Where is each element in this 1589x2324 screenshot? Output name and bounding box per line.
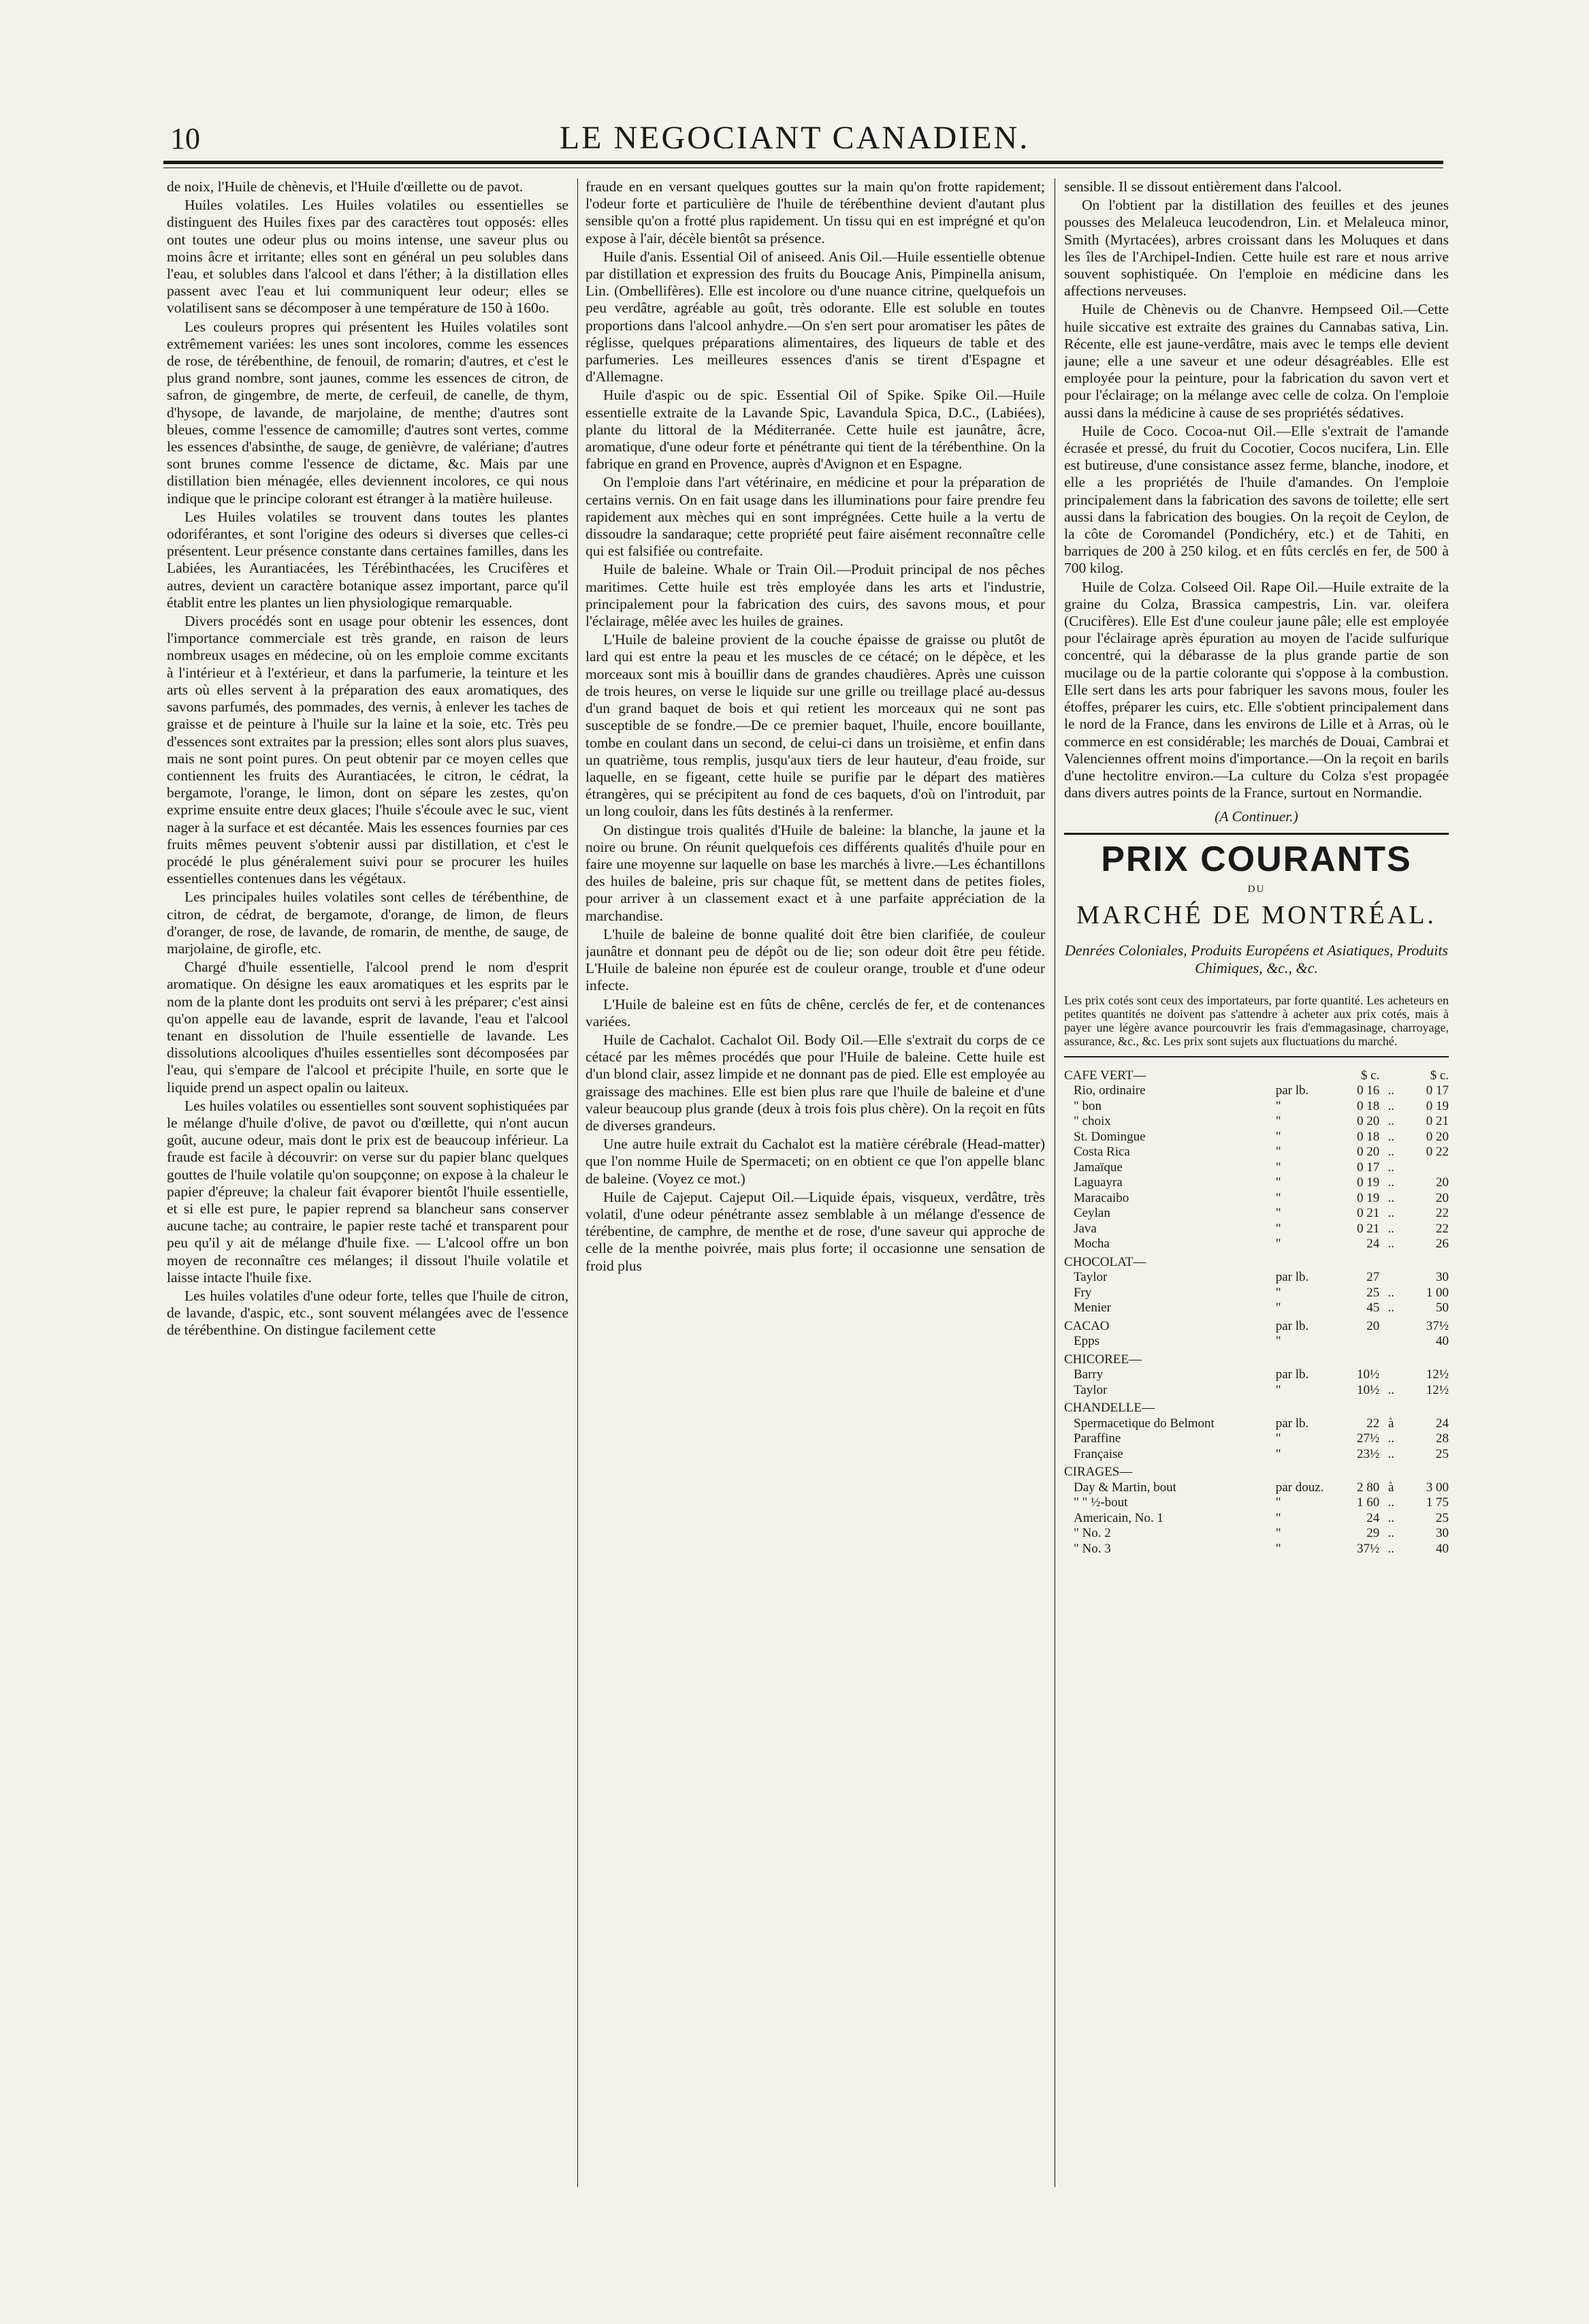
price-sep bbox=[1379, 1252, 1402, 1271]
price-low bbox=[1334, 1252, 1380, 1271]
prix-courants-title: PRIX COURANTS bbox=[1101, 839, 1412, 879]
item-name: Jamaïque bbox=[1074, 1160, 1123, 1175]
price-row bbox=[1064, 1447, 1449, 1463]
item-name: CACAO bbox=[1064, 1318, 1110, 1333]
section-rule bbox=[1064, 1056, 1449, 1057]
unit: " bbox=[1275, 1221, 1281, 1236]
column-3 bbox=[1064, 178, 1449, 2187]
price-sep: .. bbox=[1387, 1206, 1394, 1221]
paragraph: fraude en en versant quelques gouttes sur la main qu'on frotte rapidement; l'odeur forte et particulière de l'huile de térébenthine devient d'autant plus sensible qu'on a frotté plus rapidement. Un tissu qui en est imprégné et qu'on expose à l'air, décèle bientôt sa présence. bbox=[585, 178, 1045, 246]
price-sep: .. bbox=[1387, 1114, 1394, 1129]
price-row bbox=[1064, 1301, 1449, 1316]
unit: par lb. bbox=[1275, 1416, 1309, 1431]
section-rule bbox=[1064, 833, 1449, 835]
item-name: " No. 2 bbox=[1074, 1526, 1111, 1541]
price-row bbox=[1064, 1160, 1449, 1176]
price-sep bbox=[1379, 1350, 1402, 1368]
price-sep: .. bbox=[1387, 1175, 1394, 1190]
paragraph: Huile de Cachalot. Cachalot Oil. Body Oil.—Elle s'extrait du corps de ce cétacé par les mêmes procédés que pour l'Huile de baleine. Cette huile est d'un blond clair, assez limpide et ne donnant pas de pied. Elle est employée au graissage des machines. Elle est bien plus rare que l'huile de baleine et d'une valeur beaucoup plus grande (deux à trois fois plus chère). On la reçoit en fûts de diverses grandeurs. bbox=[585, 1031, 1045, 1134]
prix-courants-section bbox=[1064, 833, 1449, 1557]
item-name: Française bbox=[1074, 1446, 1123, 1461]
paragraph: Huile d'anis. Essential Oil of aniseed. Anis Oil.—Huile essentielle obtenue par distillation et expression des fruits du Boucage Anis, Pimpinella anisum, Lin. (Ombellifères). Elle est incolore ou d'une nuance citrine, quelquefois un peu verdâtre, agréable au goût, très odorante. Elle est soluble en toutes proportions dans l'alcool anhydre.—On s'en sert pour aromatiser les pâtes de réglisse, quelques préparations alimentaires, des liqueurs de table et des parfumeries. Les meilleures essences d'anis se tirent d'Espagne et d'Allemagne. bbox=[585, 248, 1045, 385]
unit: " bbox=[1275, 1541, 1281, 1556]
price-high: 0 17 bbox=[1426, 1083, 1449, 1098]
item-name: Epps bbox=[1074, 1334, 1100, 1349]
paragraph: On l'obtient par la distillation des feuilles et des jeunes pousses des Melaleuca leucodendron, Lin. et Melaleuca minor, Smith (Myrtacées), arbres croissant dans les Moluques et dans les îles de l'Archipel-Indien. Cette huile est rare et nous arrive souvent sophistiquée. On l'emploie en médicine dans les affections nerveuses. bbox=[1064, 197, 1449, 300]
price-high bbox=[1402, 1350, 1449, 1368]
price-category-row bbox=[1064, 1316, 1449, 1335]
item-name: Rio, ordinaire bbox=[1074, 1083, 1146, 1098]
price-row bbox=[1064, 1286, 1449, 1301]
price-high: 24 bbox=[1436, 1416, 1449, 1431]
item-name: CAFE VERT— bbox=[1064, 1068, 1146, 1083]
price-high: 30 bbox=[1436, 1526, 1449, 1541]
price-low: 0 17 bbox=[1357, 1160, 1380, 1175]
prix-du: DU bbox=[1247, 883, 1266, 895]
price-category-row bbox=[1064, 1252, 1449, 1271]
unit: " bbox=[1275, 1285, 1281, 1300]
unit: " bbox=[1275, 1114, 1281, 1129]
unit: par lb. bbox=[1275, 1318, 1309, 1333]
continuer-note: (A Continuer.) bbox=[1215, 808, 1298, 825]
price-high: 0 22 bbox=[1426, 1145, 1449, 1160]
unit bbox=[1276, 1398, 1334, 1416]
price-sep: .. bbox=[1387, 1083, 1394, 1098]
price-sep bbox=[1379, 1462, 1402, 1480]
unit: " bbox=[1275, 1206, 1281, 1221]
price-low: 10½ bbox=[1357, 1382, 1380, 1397]
price-row bbox=[1064, 1526, 1449, 1542]
paragraph: L'huile de baleine de bonne qualité doit être bien clarifiée, de couleur jaunâtre et donnant peu de dépôt ou de lie; son odeur doit être peu fétide. L'Huile de baleine non épurée est de couleur orange, trouble et d'une odeur infecte. bbox=[585, 925, 1045, 994]
price-high: 25 bbox=[1436, 1510, 1449, 1525]
price-row bbox=[1064, 1416, 1449, 1432]
price-sep: .. bbox=[1387, 1237, 1394, 1252]
price-sep bbox=[1379, 1066, 1402, 1084]
paragraph: de noix, l'Huile de chènevis, et l'Huile d'œillette ou de pavot. bbox=[167, 178, 524, 195]
price-high: 26 bbox=[1436, 1237, 1449, 1252]
unit bbox=[1276, 1066, 1334, 1084]
column-divider bbox=[577, 178, 578, 2187]
price-row bbox=[1064, 1130, 1449, 1145]
price-high bbox=[1402, 1252, 1449, 1271]
price-low bbox=[1334, 1398, 1380, 1416]
price-sep: .. bbox=[1387, 1129, 1394, 1144]
price-row bbox=[1064, 1334, 1449, 1350]
price-sep: .. bbox=[1387, 1541, 1394, 1556]
prix-subtitle: Denrées Coloniales, Produits Européens et Asiatiques, Produits Chimiques, &c., &c. bbox=[1065, 941, 1448, 976]
paragraph: On l'emploie dans l'art vétérinaire, en médicine et pour la préparation de certains vernis. On en fait usage dans les illuminations pour faire prendre feu rapidement aux mèches qui en sont imprégnées. Cette huile a la vertu de dissoudre la sandaraque; cette propriété peut faire aisément reconnaître celle qui est falsifiée ou contrefaite. bbox=[585, 474, 1045, 560]
price-low: 27 bbox=[1366, 1270, 1380, 1285]
price-low: 22 bbox=[1366, 1416, 1380, 1431]
price-high: 40 bbox=[1436, 1541, 1449, 1556]
price-low: 0 16 bbox=[1357, 1083, 1380, 1098]
price-sep: .. bbox=[1387, 1495, 1394, 1510]
paragraph: Huiles volatiles. Les Huiles volatiles ou essentielles se distinguent des Huiles fixes par des caractères tout opposés: elles ont toutes une odeur plus ou moins intense, une saveur plus ou moins âcre et irritante; elles sont en général un peu solubles dans l'eau, et solubles dans l'alcool et dans l'éther; à la distillation elles passent avec l'eau et lui communiquent leur odeur; elles se volatilisent sans se décomposer à une température de 150 à 160o. bbox=[167, 197, 568, 317]
unit: " bbox=[1275, 1301, 1281, 1316]
paragraph: L'Huile de baleine est en fûts de chêne, cerclés de fer, et de contenances variées. bbox=[585, 996, 1045, 1030]
price-sep bbox=[1379, 1367, 1402, 1383]
price-low: $ c. bbox=[1360, 1068, 1380, 1083]
unit: " bbox=[1275, 1495, 1281, 1510]
paragraph: Les principales huiles volatiles sont celles de térébenthine, de citron, de cédrat, de bergamote, d'orange, de limon, de fleurs d'oranger, de rose, de lavande, de romarin, de menthe, de sauge, de marjolaine, de girofle, etc. bbox=[167, 889, 568, 957]
price-low: 0 19 bbox=[1357, 1190, 1380, 1205]
item-name: Barry bbox=[1074, 1367, 1104, 1382]
price-sep: .. bbox=[1387, 1098, 1394, 1113]
price-row bbox=[1064, 1191, 1449, 1207]
unit: " bbox=[1275, 1446, 1281, 1461]
item-name: Day & Martin, bout bbox=[1074, 1480, 1176, 1495]
unit: " bbox=[1275, 1510, 1281, 1525]
item-name: CHICOREE— bbox=[1064, 1352, 1142, 1367]
item-name: Maracaibo bbox=[1074, 1190, 1129, 1205]
price-high bbox=[1402, 1398, 1449, 1416]
price-sep: à bbox=[1388, 1480, 1394, 1495]
price-low: 0 18 bbox=[1357, 1098, 1380, 1113]
paragraph: Les huiles volatiles ou essentielles sont souvent sophistiquées par le mélange d'huile d'olive, de pavot ou d'œillette, qui n'ont aucun goût, aucune odeur, mais dont le prix est de beaucoup inférieur. La fraude est facile à découvrir: on verse sur du papier blanc quelques gouttes de l'huile volatile qu'on soupçonne; on expose à la chaleur le papier d'épreuve; la chaleur fait évaporer bientôt l'huile essentielle, et si elle est pure, le papier reprend sa blancheur sans conserver aucune tache; au contraire, le papier reste taché et transparent pour peu qu'il y ait de mélange d'huile fixe. — L'alcool offre un bon moyen de reconnaître ces mélanges; il dissout l'huile volatile et laisse intacte l'huile fixe. bbox=[167, 1097, 568, 1286]
price-high: 0 19 bbox=[1426, 1098, 1449, 1113]
price-row bbox=[1064, 1237, 1449, 1252]
item-name: " No. 3 bbox=[1074, 1541, 1111, 1556]
price-sep: .. bbox=[1387, 1221, 1394, 1236]
unit: " bbox=[1275, 1145, 1281, 1160]
price-low: 0 20 bbox=[1357, 1145, 1380, 1160]
price-high bbox=[1402, 1462, 1449, 1480]
price-low: 20 bbox=[1366, 1318, 1380, 1333]
item-name: Mocha bbox=[1074, 1237, 1110, 1252]
price-high: 12½ bbox=[1426, 1367, 1449, 1382]
unit: " bbox=[1275, 1237, 1281, 1252]
price-low: 0 21 bbox=[1357, 1206, 1380, 1221]
paragraph: Chargé d'huile essentielle, l'alcool prend le nom d'esprit aromatique. On désigne les eaux aromatiques et les esprits par le nom de la plante dont les produits ont servi à les préparer; c'est ainsi qu'on appelle eau de lavande, esprit de lavande, l'eau et l'alcool tenant en dissolution de l'huile essentielle de lavande. Les dissolutions alcooliques d'huiles essentielles sont décomposées par l'eau, qui s'empare de l'alcool et précipite l'huile, en sorte que le liquide prend un aspect opalin ou laiteux. bbox=[167, 959, 568, 1096]
item-name: " choix bbox=[1074, 1114, 1111, 1129]
price-low bbox=[1334, 1334, 1380, 1350]
price-row bbox=[1064, 1511, 1449, 1527]
price-sep bbox=[1379, 1334, 1402, 1350]
item-name: St. Domingue bbox=[1074, 1129, 1146, 1144]
price-sep: .. bbox=[1387, 1145, 1394, 1160]
column-2 bbox=[585, 178, 1045, 2187]
paragraph: Huile de Cajeput. Cajeput Oil.—Liquide épais, visqueux, verdâtre, très volatil, d'une odeur pénétrante assez semblable à un mélange d'essence de térébentine, de camphre, de menthe et de rose, d'une saveur qui approche de celle de la menthe poivrée, mais plus forte; il occasionne une sensation de froid plus bbox=[585, 1188, 1045, 1274]
price-sep bbox=[1379, 1398, 1402, 1416]
price-low bbox=[1334, 1350, 1380, 1368]
price-low: 37½ bbox=[1357, 1541, 1380, 1556]
price-sep: à bbox=[1388, 1416, 1394, 1431]
price-low: 0 18 bbox=[1357, 1129, 1380, 1144]
unit: " bbox=[1275, 1526, 1281, 1541]
paragraph: Huile de Coco. Cocoa-nut Oil.—Elle s'extrait de l'amande écrasée et pressé, du fruit du Cocotier, Cocos nucifera, Lin. Elle est butireuse, d'une consistance assez ferme, blanche, inodore, et elle a les propriétés de l'huile d'amandes. On l'emploie principalement dans la fabrication des savons de toilette; elle sert aussi dans la fabrication des bougies. On la reçoit de Ceylon, de la côte de Coromandel (Pondichéry, etc.) et de Tahiti, en barriques de 200 à 250 kilog. et en fûts cerclés en fer, de 500 à 700 kilog. bbox=[1064, 422, 1449, 577]
price-low: 24 bbox=[1366, 1237, 1380, 1252]
price-row bbox=[1064, 1175, 1449, 1191]
price-low: 25 bbox=[1366, 1285, 1380, 1300]
price-row bbox=[1064, 1270, 1449, 1286]
price-low: 45 bbox=[1366, 1301, 1380, 1316]
paragraph: Huile de baleine. Whale or Train Oil.—Produit principal de nos pêches maritimes. Cette huile est très employée dans les arts et l'industrie, principalement pour la fabrication des cuirs, des savons mous, et pour l'éclairage, mêlée avec les huiles de graines. bbox=[585, 561, 1045, 630]
price-category-row bbox=[1064, 1350, 1449, 1368]
price-sep: .. bbox=[1387, 1285, 1394, 1300]
paragraph: Huile de Chènevis ou de Chanvre. Hempseed Oil.—Cette huile siccative est extraite des graines du Cannabas sativa, Lin. Récente, elle est jaune-verdâtre, mais avec le temps elle devient jaune; elle a une saveur et une odeur désagréables. Elle est employée pour la peinture, pour la fabrication du savon vert et pour l'éclairage; on la mélange avec celle de colza. On l'emploie aussi dans la médicine à cause de ses propriétés sédatives. bbox=[1064, 301, 1449, 421]
price-row bbox=[1064, 1206, 1449, 1222]
unit bbox=[1276, 1462, 1334, 1480]
price-row bbox=[1064, 1222, 1449, 1237]
unit: " bbox=[1275, 1382, 1281, 1397]
price-sep: .. bbox=[1387, 1526, 1394, 1541]
price-high: 12½ bbox=[1426, 1382, 1449, 1397]
price-high: 1 00 bbox=[1426, 1285, 1449, 1300]
price-high: 28 bbox=[1436, 1431, 1449, 1446]
price-sep: .. bbox=[1387, 1190, 1394, 1205]
paragraph: Huile d'aspic ou de spic. Essential Oil of Spike. Spike Oil.—Huile essentielle extraite de la Lavande Spic, Lavandula Spica, D.C., (Labiées), plante du littoral de la Méditerranée. Cette huile est jaunâtre, âcre, aromatique, d'une odeur forte et pénétrante qui tient de la térébenthine. On la fabrique en grand en Provence, auprès d'Avignon et en Espagne. bbox=[585, 387, 1045, 473]
item-name: " bon bbox=[1074, 1098, 1102, 1113]
unit: par lb. bbox=[1275, 1083, 1309, 1098]
price-table bbox=[1064, 1066, 1449, 1557]
price-high: 22 bbox=[1436, 1206, 1449, 1221]
marche-title: MARCHÉ DE MONTRÉAL. bbox=[1076, 900, 1436, 929]
unit: " bbox=[1275, 1431, 1281, 1446]
item-name: Laguayra bbox=[1074, 1175, 1123, 1190]
item-name: Paraffine bbox=[1074, 1431, 1121, 1446]
price-low: 10½ bbox=[1357, 1367, 1380, 1382]
item-name: Ceylan bbox=[1074, 1206, 1110, 1221]
price-row bbox=[1064, 1480, 1449, 1496]
price-low: 0 20 bbox=[1357, 1114, 1380, 1129]
item-name: Americain, No. 1 bbox=[1074, 1510, 1163, 1525]
price-sep: .. bbox=[1387, 1510, 1394, 1525]
item-name: Taylor bbox=[1074, 1382, 1108, 1397]
price-row bbox=[1064, 1099, 1449, 1115]
price-category-row bbox=[1064, 1398, 1449, 1416]
paragraph: Les Huiles volatiles se trouvent dans toutes les plantes odoriférantes, et sont l'origine des odeurs si diverses que celles-ci présentent. Leur présence constante dans certaines familles, dans les Labiées, les Aurantiacées, les Térébinthacées, les Crucifères et autres, devient un caractère botanique assez important, parce qu'il établit entre les plantes un lien physiologique remarquable. bbox=[167, 508, 568, 611]
price-high: 3 00 bbox=[1426, 1480, 1449, 1495]
price-low: 0 19 bbox=[1357, 1175, 1380, 1190]
price-low: 29 bbox=[1366, 1526, 1380, 1541]
price-high: 0 21 bbox=[1426, 1114, 1449, 1129]
paragraph: Les huiles volatiles d'une odeur forte, telles que l'huile de citron, de lavande, d'aspic, etc., sont souvent mélangées avec de l'essence de térébenthine. On distingue facilement cette bbox=[167, 1288, 568, 1339]
price-sep: .. bbox=[1387, 1301, 1394, 1316]
price-row bbox=[1064, 1431, 1449, 1447]
unit: par lb. bbox=[1275, 1270, 1309, 1285]
item-name: CHOCOLAT— bbox=[1064, 1254, 1146, 1269]
price-high: 25 bbox=[1436, 1446, 1449, 1461]
price-low: 0 21 bbox=[1357, 1221, 1380, 1236]
price-row bbox=[1064, 1145, 1449, 1160]
price-high bbox=[1402, 1160, 1449, 1176]
price-row bbox=[1064, 1495, 1449, 1511]
price-sep: .. bbox=[1387, 1431, 1394, 1446]
price-category-row bbox=[1064, 1462, 1449, 1480]
paragraph: sensible. Il se dissout entièrement dans l'alcool. bbox=[1064, 178, 1342, 195]
price-sep: .. bbox=[1387, 1382, 1394, 1397]
paragraph: On distingue trois qualités d'Huile de baleine: la blanche, la jaune et la noire ou brune. On réunit quelquefois ces différents qualités d'huile pour en faire une moyenne sur laquelle on base les marchés à livre.—Les échantillons des huiles de baleine, pris sur chaque fût, se mettent dans de petites fioles, pour arriver à un classement exact et à une parfaite appréciation de la marchandise. bbox=[585, 821, 1045, 924]
price-low: 27½ bbox=[1357, 1431, 1380, 1446]
price-low: 24 bbox=[1366, 1510, 1380, 1525]
item-name: Spermacetique do Belmont bbox=[1074, 1416, 1215, 1431]
price-high: $ c. bbox=[1430, 1068, 1449, 1083]
price-low: 2 80 bbox=[1357, 1480, 1380, 1495]
price-high: 30 bbox=[1436, 1270, 1449, 1285]
item-name: " " ½-bout bbox=[1074, 1495, 1128, 1510]
price-row bbox=[1064, 1542, 1449, 1557]
prix-note: Les prix cotés sont ceux des importateurs, par forte quantité. Les acheteurs en petites quantités ne doivent pas s'attendre à acheter aux prix cotés, mais à payer une légère avance pourcouvrir les frais d'emmagasinage, charroyage, assurance, &c., &c. Les prix sont sujets aux fluctuations du marché. bbox=[1064, 993, 1449, 1048]
price-high: 37½ bbox=[1426, 1318, 1449, 1333]
unit bbox=[1276, 1350, 1334, 1368]
page-number: 10 bbox=[170, 122, 200, 155]
price-row bbox=[1064, 1083, 1449, 1099]
item-name: Taylor bbox=[1074, 1270, 1108, 1285]
price-row bbox=[1064, 1367, 1449, 1383]
price-sep: .. bbox=[1387, 1160, 1394, 1175]
price-row bbox=[1064, 1383, 1449, 1399]
item-name: CIRAGES— bbox=[1064, 1465, 1133, 1480]
item-name: Fry bbox=[1074, 1285, 1092, 1300]
price-sep: .. bbox=[1387, 1446, 1394, 1461]
price-high: 20 bbox=[1436, 1190, 1449, 1205]
unit: par douz. bbox=[1275, 1480, 1324, 1495]
price-high: 20 bbox=[1436, 1175, 1449, 1190]
paragraph: Les couleurs propres qui présentent les Huiles volatiles sont extrêmement variées: les unes sont incolores, comme les essences de rose, de térébenthine, de fenouil, de romarin; d'autres, et c'est le plus grand nombre, sont jaunes, comme les essences de citron, de safron, de gingembre, de merte, de cerfeuil, de canelle, de thym, d'hysope, de lavande, de marjolaine, de menthe; d'autres sont bleues, comme l'essence de camomille; d'autres sont vertes, comme les essences d'absinthe, de sauge, de genièvre, de valériane; d'autres sont brunes comme l'essence de dictame, &c. Mais par une distillation bien ménagée, elles deviennent incolores, ce qui nous indique que le principe colorant est étranger à la matière huileuse. bbox=[167, 318, 568, 507]
price-row bbox=[1064, 1114, 1449, 1130]
item-name: Menier bbox=[1074, 1301, 1111, 1316]
price-low bbox=[1334, 1462, 1380, 1480]
item-name: Costa Rica bbox=[1074, 1145, 1130, 1160]
column-1 bbox=[167, 178, 568, 2187]
unit: " bbox=[1275, 1098, 1281, 1113]
unit: " bbox=[1275, 1160, 1281, 1175]
paragraph: Une autre huile extrait du Cachalot est la matière cérébrale (Head-matter) que l'on nomme Huile de Spermaceti; on en obtient ce que l'on appelle blanc de baleine. (Voyez ce mot.) bbox=[585, 1136, 1045, 1187]
paragraph: Divers procédés sont en usage pour obtenir les essences, dont l'importance commerciale est très grande, en raison de leurs nombreux usages en médecine, où on les emploie comme excitants à l'intérieur et à l'extérieur, et dans la parfumerie, la teinture et les arts où elles servent à la préparation des eaux aromatiques, des savons parfumés, des pommades, des vernis, à enlever les taches de graisse et de peinture à l'huile sur la laine et la soie, etc. Très peu d'essences sont extraites par la pression; elles sont alors plus suaves, mais ne sont point pures. On peut obtenir par ce moyen celles que contiennent les fruits des Aurantiacées, le citron, le cédrat, la bergamote, l'orange, le limon, dont on sépare les zestes, qu'on exprime ensuite entre deux glaces; l'huile s'écoule avec le suc, vient nager à la surface et est décantée. Mais les essences fournies par ces fruits mêmes peuvent s'obtenir aussi par distillation, et c'est le procédé le plus généralement suivi pour se procurer les huiles essentielles contenues dans les végétaux. bbox=[167, 613, 568, 887]
price-category-row bbox=[1064, 1066, 1449, 1084]
price-high: 50 bbox=[1436, 1301, 1449, 1316]
price-low: 1 60 bbox=[1357, 1495, 1380, 1510]
item-name: Java bbox=[1074, 1221, 1097, 1236]
price-high: 1 75 bbox=[1426, 1495, 1449, 1510]
paragraph: Huile de Colza. Colseed Oil. Rape Oil.—Huile extraite de la graine du Colza, Brassica campestris, Lin. var. oleifera (Crucifères). Elle Est d'une couleur jaune pâle; elle est employée pour l'éclairage après épuration au moyen de l'acide sulfurique concentré, qui la débarasse de la plus grande partie de son mucilage ou de la partie colorante qui s'oppose à la combustion. Elle sert dans les arts pour fabriquer les savons mous, fouler les étoffes, préparer les cuirs, etc. Elle s'obtient principalement dans le nord de la France, dans les environs de Lille et à Arras, où le commerce en est considérable; les marchés de Douai, Cambrai et Valenciennes offrent moins d'importance.—On la reçoit en barils d'une hectolitre environ.—La culture du Colza s'est propagée dans divers autres points de la France, surtout en Normandie. bbox=[1064, 578, 1449, 801]
price-low: 23½ bbox=[1357, 1446, 1380, 1461]
unit: " bbox=[1275, 1129, 1281, 1144]
item-name: CHANDELLE— bbox=[1064, 1401, 1155, 1416]
unit bbox=[1276, 1252, 1334, 1271]
price-sep bbox=[1379, 1270, 1402, 1286]
newspaper-title: LE NEGOCIANT CANADIEN. bbox=[559, 120, 1030, 156]
unit: " bbox=[1275, 1175, 1281, 1190]
unit: " bbox=[1275, 1334, 1281, 1349]
header-rule bbox=[163, 161, 1443, 164]
price-high: 40 bbox=[1436, 1334, 1449, 1349]
price-sep bbox=[1379, 1316, 1402, 1335]
paragraph: L'Huile de baleine provient de la couche épaisse de graisse ou plutôt de lard qui est entre la peau et les muscles de ce cétacé; on le dépèce, et les morceaux sont mis à bouillir dans de grandes chaudières. Après une cuisson de trois heures, on verse le liquide sur une grille ou treillage placé au-dessus d'un grand baquet de bois et qui retient les morceaux qui ne sont pas susceptible de se fondre.—De ce premier baquet, l'huile, encore bouillante, tombe en coulant dans un second, de celui-ci dans un troisième, et enfin dans un quatrième, tous remplis, jusqu'aux tiers de leur hauteur, d'eau froide, sur laquelle, en se figeant, cette huile se purifie par le départ des matières étrangères, qui se précipitent au fond de ces baquets, d'où on l'introduit, par un long couloir, dans les fûts destinés à la renfermer. bbox=[585, 631, 1045, 820]
price-high: 0 20 bbox=[1426, 1129, 1449, 1144]
unit: par lb. bbox=[1275, 1367, 1309, 1382]
unit: " bbox=[1275, 1190, 1281, 1205]
price-high: 22 bbox=[1436, 1221, 1449, 1236]
